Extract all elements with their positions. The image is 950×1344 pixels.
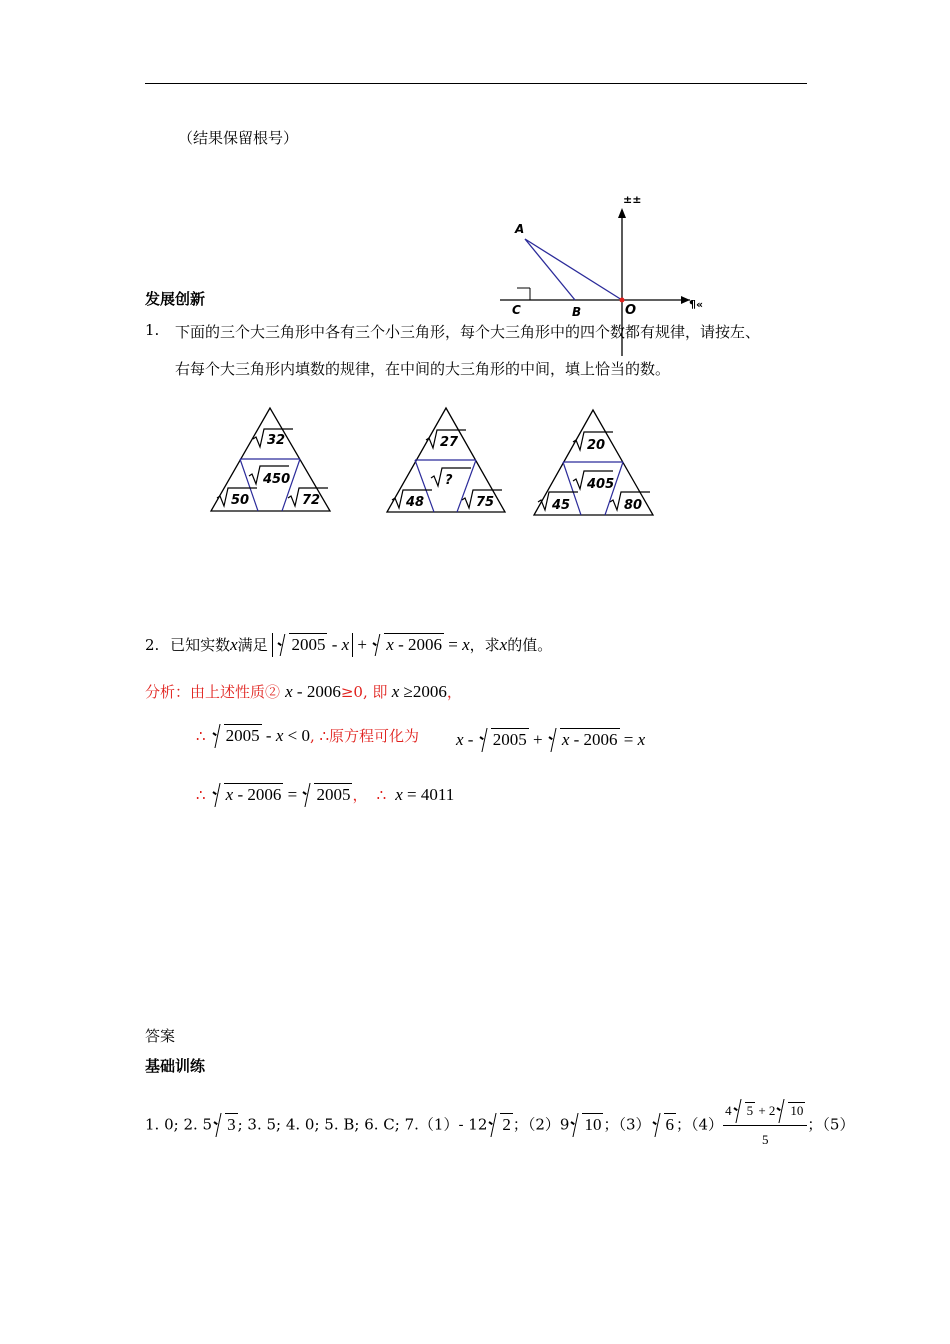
t2-left-value: 48	[406, 495, 425, 510]
t1-right-value: 72	[302, 493, 321, 508]
section-title: 发展创新	[145, 290, 206, 308]
label-a: A	[515, 222, 525, 236]
analysis-line3: ∴ x - 2006 = 2005 ， ∴ x = 4011	[196, 782, 454, 808]
t3-top-value: 20	[587, 438, 606, 453]
t1-center-value: 450	[263, 472, 291, 487]
answers-title: 答案	[145, 1027, 176, 1045]
label-b: B	[572, 305, 582, 319]
problem2: 2. 已知实数x满足 2005 - x + x - 2006 = x，求x的值。	[145, 633, 552, 657]
problem1-number: 1.	[145, 321, 160, 339]
problem1-line2: 右每个大三角形内填数的规律，在中间的大三角形的中间，填上恰当的数。	[175, 360, 671, 378]
header-rule	[145, 83, 807, 84]
y-axis-arrow	[618, 208, 626, 218]
result-note: （结果保留根号）	[178, 129, 299, 147]
t1-top-value: 32	[267, 433, 286, 448]
segment-ao	[525, 239, 622, 300]
t2-center-value: ?	[445, 473, 453, 488]
t1-left-value: 50	[231, 493, 250, 508]
answers-subtitle: 基础训练	[145, 1057, 206, 1075]
answer-4-fraction: $\frac{4 5 + 2 10}{5}$	[723, 1098, 807, 1153]
origin-point	[620, 298, 625, 303]
label-o: O	[625, 303, 637, 318]
t3-left-value: 45	[552, 498, 571, 513]
analysis-equation: x - 2005 + x - 2006 = x	[456, 727, 645, 753]
label-c: C	[512, 303, 521, 317]
label-x-axis: ¶«	[689, 298, 704, 311]
t2-right-value: 75	[476, 495, 495, 510]
answers-line: 1. 0; 2. 5 3 ; 3. 5; 4. 0; 5. B; 6. C; 7.（1）- 12 2 ；（2）9 10 ；（3） 6 ；（4） $\frac{4 5 + 2 10}{5}$ ；（5）	[145, 1098, 854, 1153]
triangle-3	[534, 410, 653, 515]
segment-ab	[525, 239, 575, 300]
triangle-1	[211, 408, 330, 511]
problem1-line1: 下面的三个大三角形中各有三个小三角形，每个大三角形中的四个数都有规律，请按左、	[175, 323, 761, 341]
triangle-2	[387, 408, 505, 512]
analysis-line1: 分析：由上述性质② x - 2006≥0, 即 x ≥2006，	[145, 682, 462, 701]
label-y-axis: ±±	[623, 193, 642, 206]
t2-top-value: 27	[440, 435, 459, 450]
t3-center-value: 405	[587, 477, 615, 492]
triangle-puzzle-figure	[205, 400, 665, 525]
analysis-line2: ∴ 2005 - x < 0, ∴原方程可化为	[196, 723, 419, 749]
t3-right-value: 80	[624, 498, 643, 513]
